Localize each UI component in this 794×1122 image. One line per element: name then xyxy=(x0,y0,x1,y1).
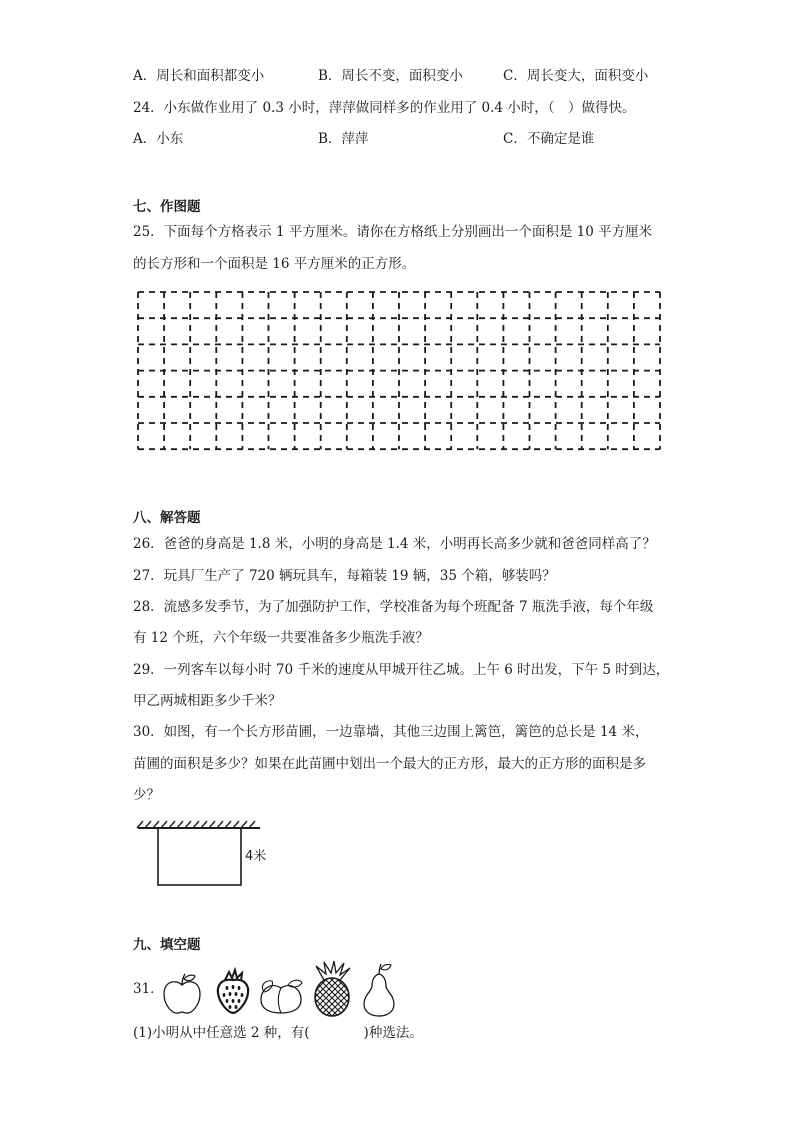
dashed-grid-paper[interactable] xyxy=(138,292,662,452)
q29-line-1: 29．一列客车以每小时 70 千米的速度从甲城开往乙城。上午 6 时出发，下午 5 时到达， xyxy=(133,662,670,678)
garden-rectangle xyxy=(158,828,241,885)
q23-option-b: B．周长不变，面积变小 xyxy=(318,68,463,84)
q28-line-1: 28．流感多发季节，为了加强防护工作，学校准备为每个班配备 7 瓶洗手液，每个年级 xyxy=(133,599,654,615)
apple-icon xyxy=(160,972,204,1018)
pear-icon xyxy=(359,962,401,1018)
q27: 27．玩具厂生产了 720 辆玩具车，每箱装 19 辆，35 个箱，够装吗？ xyxy=(133,568,556,584)
garden-side-label: 4米 xyxy=(245,849,267,864)
strawberry-icon xyxy=(213,968,253,1016)
pineapple-icon xyxy=(310,960,354,1018)
q30-line-1: 30．如图，有一个长方形苗圃，一边靠墙，其他三边围上篱笆，篱笆的总长是 14 米， xyxy=(133,724,649,740)
section-7-title: 七、作图题 xyxy=(133,199,201,215)
q24-stem: 24．小东做作业用了 0.3 小时，萍萍做同样多的作业用了 0.4 小时，（ ）做得快。 xyxy=(133,100,636,116)
q28-line-2: 有 12 个班，六个年级一共要准备多少瓶洗手液？ xyxy=(133,630,429,646)
q30-line-3: 少？ xyxy=(133,787,160,803)
q31-number: 31． xyxy=(133,981,164,997)
q26: 26．爸爸的身高是 1.8 米，小明的身高是 1.4 米，小明再长高多少就和爸爸同样高了？ xyxy=(133,536,656,552)
q24-option-b: B．萍萍 xyxy=(318,131,369,147)
peach-icon xyxy=(258,976,304,1016)
q25-line-1: 25．下面每个方格表示 1 平方厘米。请你在方格纸上分别画出一个面积是 10 平方厘米 xyxy=(133,224,653,240)
q31-sub-1: (1)小明从中任意选 2 种，有( )种选法。 xyxy=(133,1025,423,1041)
q29-line-2: 甲乙两城相距多少千米？ xyxy=(133,693,282,709)
q25-line-2: 的长方形和一个面积是 16 平方厘米的正方形。 xyxy=(133,256,416,272)
q30-line-2: 苗圃的面积是多少？如果在此苗圃中划出一个最大的正方形，最大的正方形的面积是多 xyxy=(133,756,646,772)
section-9-title: 九、填空题 xyxy=(133,937,201,953)
q23-option-c: C．周长变大，面积变小 xyxy=(503,68,649,84)
wall-hatching xyxy=(137,821,255,828)
q23-option-a: A．周长和面积都变小 xyxy=(133,68,265,84)
q24-option-c: C．不确定是谁 xyxy=(503,131,595,147)
q24-option-a: A．小东 xyxy=(133,131,184,147)
section-8-title: 八、解答题 xyxy=(133,510,201,526)
